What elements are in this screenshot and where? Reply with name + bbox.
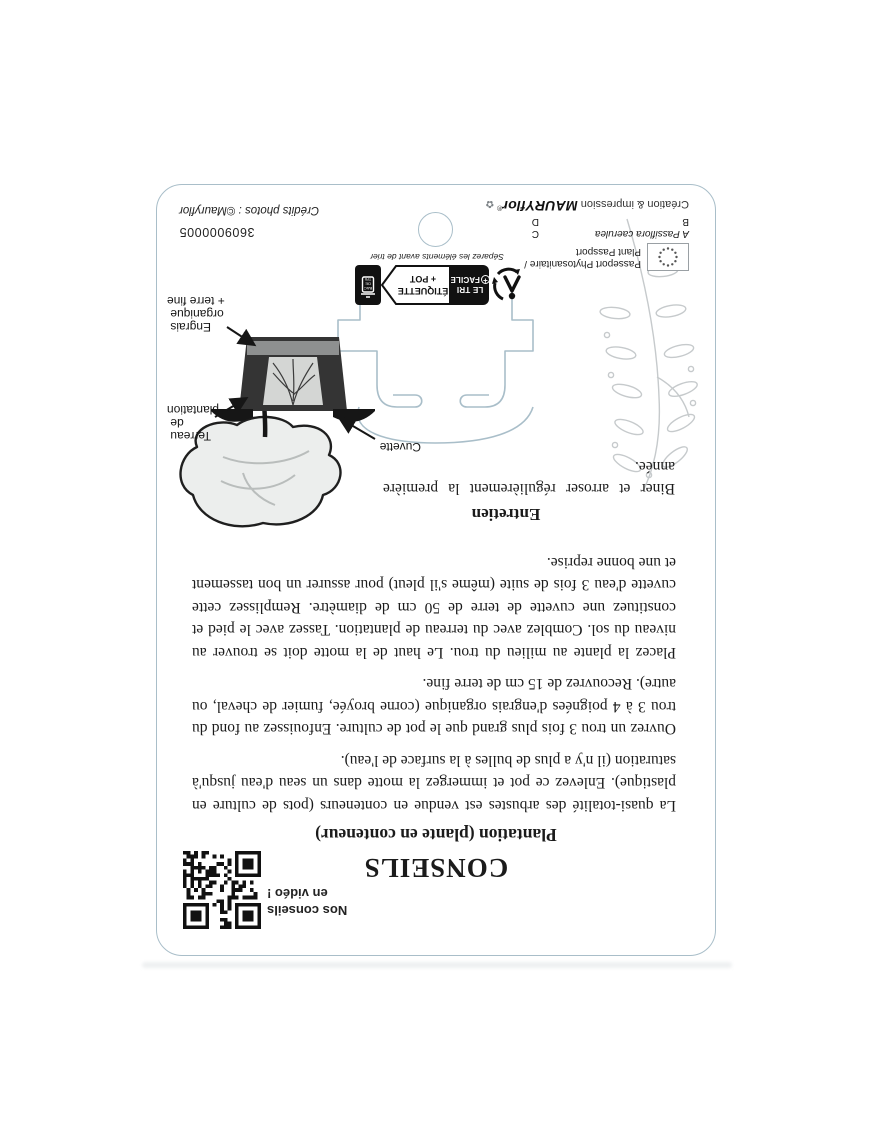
- planting-pit: [211, 337, 375, 422]
- etiquette-label: ÉTIQUETTE: [397, 286, 449, 296]
- passport-title-en: Plant Passport: [575, 246, 641, 257]
- recycling-caption: Séparez les éléments avant de trier: [370, 252, 504, 262]
- label-engrais: Engrais organique + terre fine: [167, 294, 225, 334]
- brand-logo: MAURYflor: [502, 198, 578, 214]
- hang-hole: [418, 212, 453, 247]
- passport-b: B: [682, 216, 689, 227]
- svg-text:DE: DE: [365, 281, 371, 287]
- page-title: CONSEILS: [363, 853, 509, 883]
- reference-number: 3609000005: [179, 225, 255, 239]
- label-cuvette: Cuvette: [379, 440, 421, 454]
- paragraph-placement: Placez la plante au milieu du trou. Le haut de la motte doit se trouver au niveau du sol. Comblez avec du terreau de plantation. Tassez avec le pied et constituez une cuvette de terre de 50 cm de diamètre. Remplissez cette cuvette d'eau 3 fois de suite (même s'il pleut) pour assurer un bon tassement et une bonne reprise.: [192, 554, 676, 661]
- video-callout-line1: Nos conseils: [267, 903, 348, 918]
- video-callout-line2: en vidéo !: [267, 886, 328, 901]
- entretien-heading: Entretien: [471, 505, 541, 524]
- facile-label: FACILE: [450, 275, 480, 285]
- photo-credits: Crédits photos : ©Mauryflor: [179, 204, 320, 216]
- recycling-strip: [349, 265, 525, 305]
- pot-label: + POT: [409, 274, 437, 284]
- paragraph-container: La quasi-totalité des arbustes est vendue en conteneurs (pots de culture en plastique). Enlevez ce pot et immergez la motte dans un seau d'eau jusqu'à saturation (il n'y a plus de bulles à la surface de l'eau).: [192, 752, 676, 814]
- video-callout: [267, 885, 347, 919]
- entretien-section: [383, 455, 675, 526]
- paragraph-hole: Ouvrez un trou 3 fois plus grand que le pot de culture. Enfouissez au fond du trou 3 à 4 poignées d'engrais organique (corne broyée, fumier de cheval, ou autre). Recouvrez de 15 cm de terre fine.: [192, 675, 676, 738]
- flower-icon: ✿: [485, 198, 495, 209]
- triman-icon: [491, 267, 525, 303]
- svg-text:BAC: BAC: [363, 286, 373, 291]
- entretien-text: Biner et arroser régulièrement la première année.: [383, 458, 675, 498]
- plantation-paragraphs: [192, 542, 676, 817]
- svg-text:TRI: TRI: [364, 277, 372, 282]
- registered-mark: ®: [497, 203, 503, 211]
- passport-c: C: [531, 228, 539, 239]
- plantation-heading: Plantation (plante en conteneur): [315, 825, 557, 845]
- creation-credit: [486, 198, 689, 214]
- fertilizer-layer: [247, 341, 339, 355]
- passport-a-species: A Passiflora caerulea: [594, 228, 689, 239]
- label-terreau: Terreau de plantation: [167, 403, 220, 443]
- plant-label-card-back: [156, 184, 716, 956]
- plant-passport: [479, 215, 689, 271]
- planting-diagram: [163, 285, 425, 535]
- passport-title-fr: Passeport Phytosanitaire /: [524, 258, 641, 269]
- le-tri-facile-badge: [451, 265, 489, 305]
- eu-flag-icon: [647, 243, 689, 271]
- creation-text: Création & impression: [580, 198, 689, 210]
- le-tri-label: LE TRI: [456, 285, 484, 295]
- etiquette-pot-arrow: [381, 265, 451, 305]
- passport-d: D: [531, 216, 539, 227]
- waste-bin-icon: [355, 265, 381, 305]
- plus-circle-icon: +: [481, 276, 490, 285]
- scan-artifact: [142, 962, 732, 968]
